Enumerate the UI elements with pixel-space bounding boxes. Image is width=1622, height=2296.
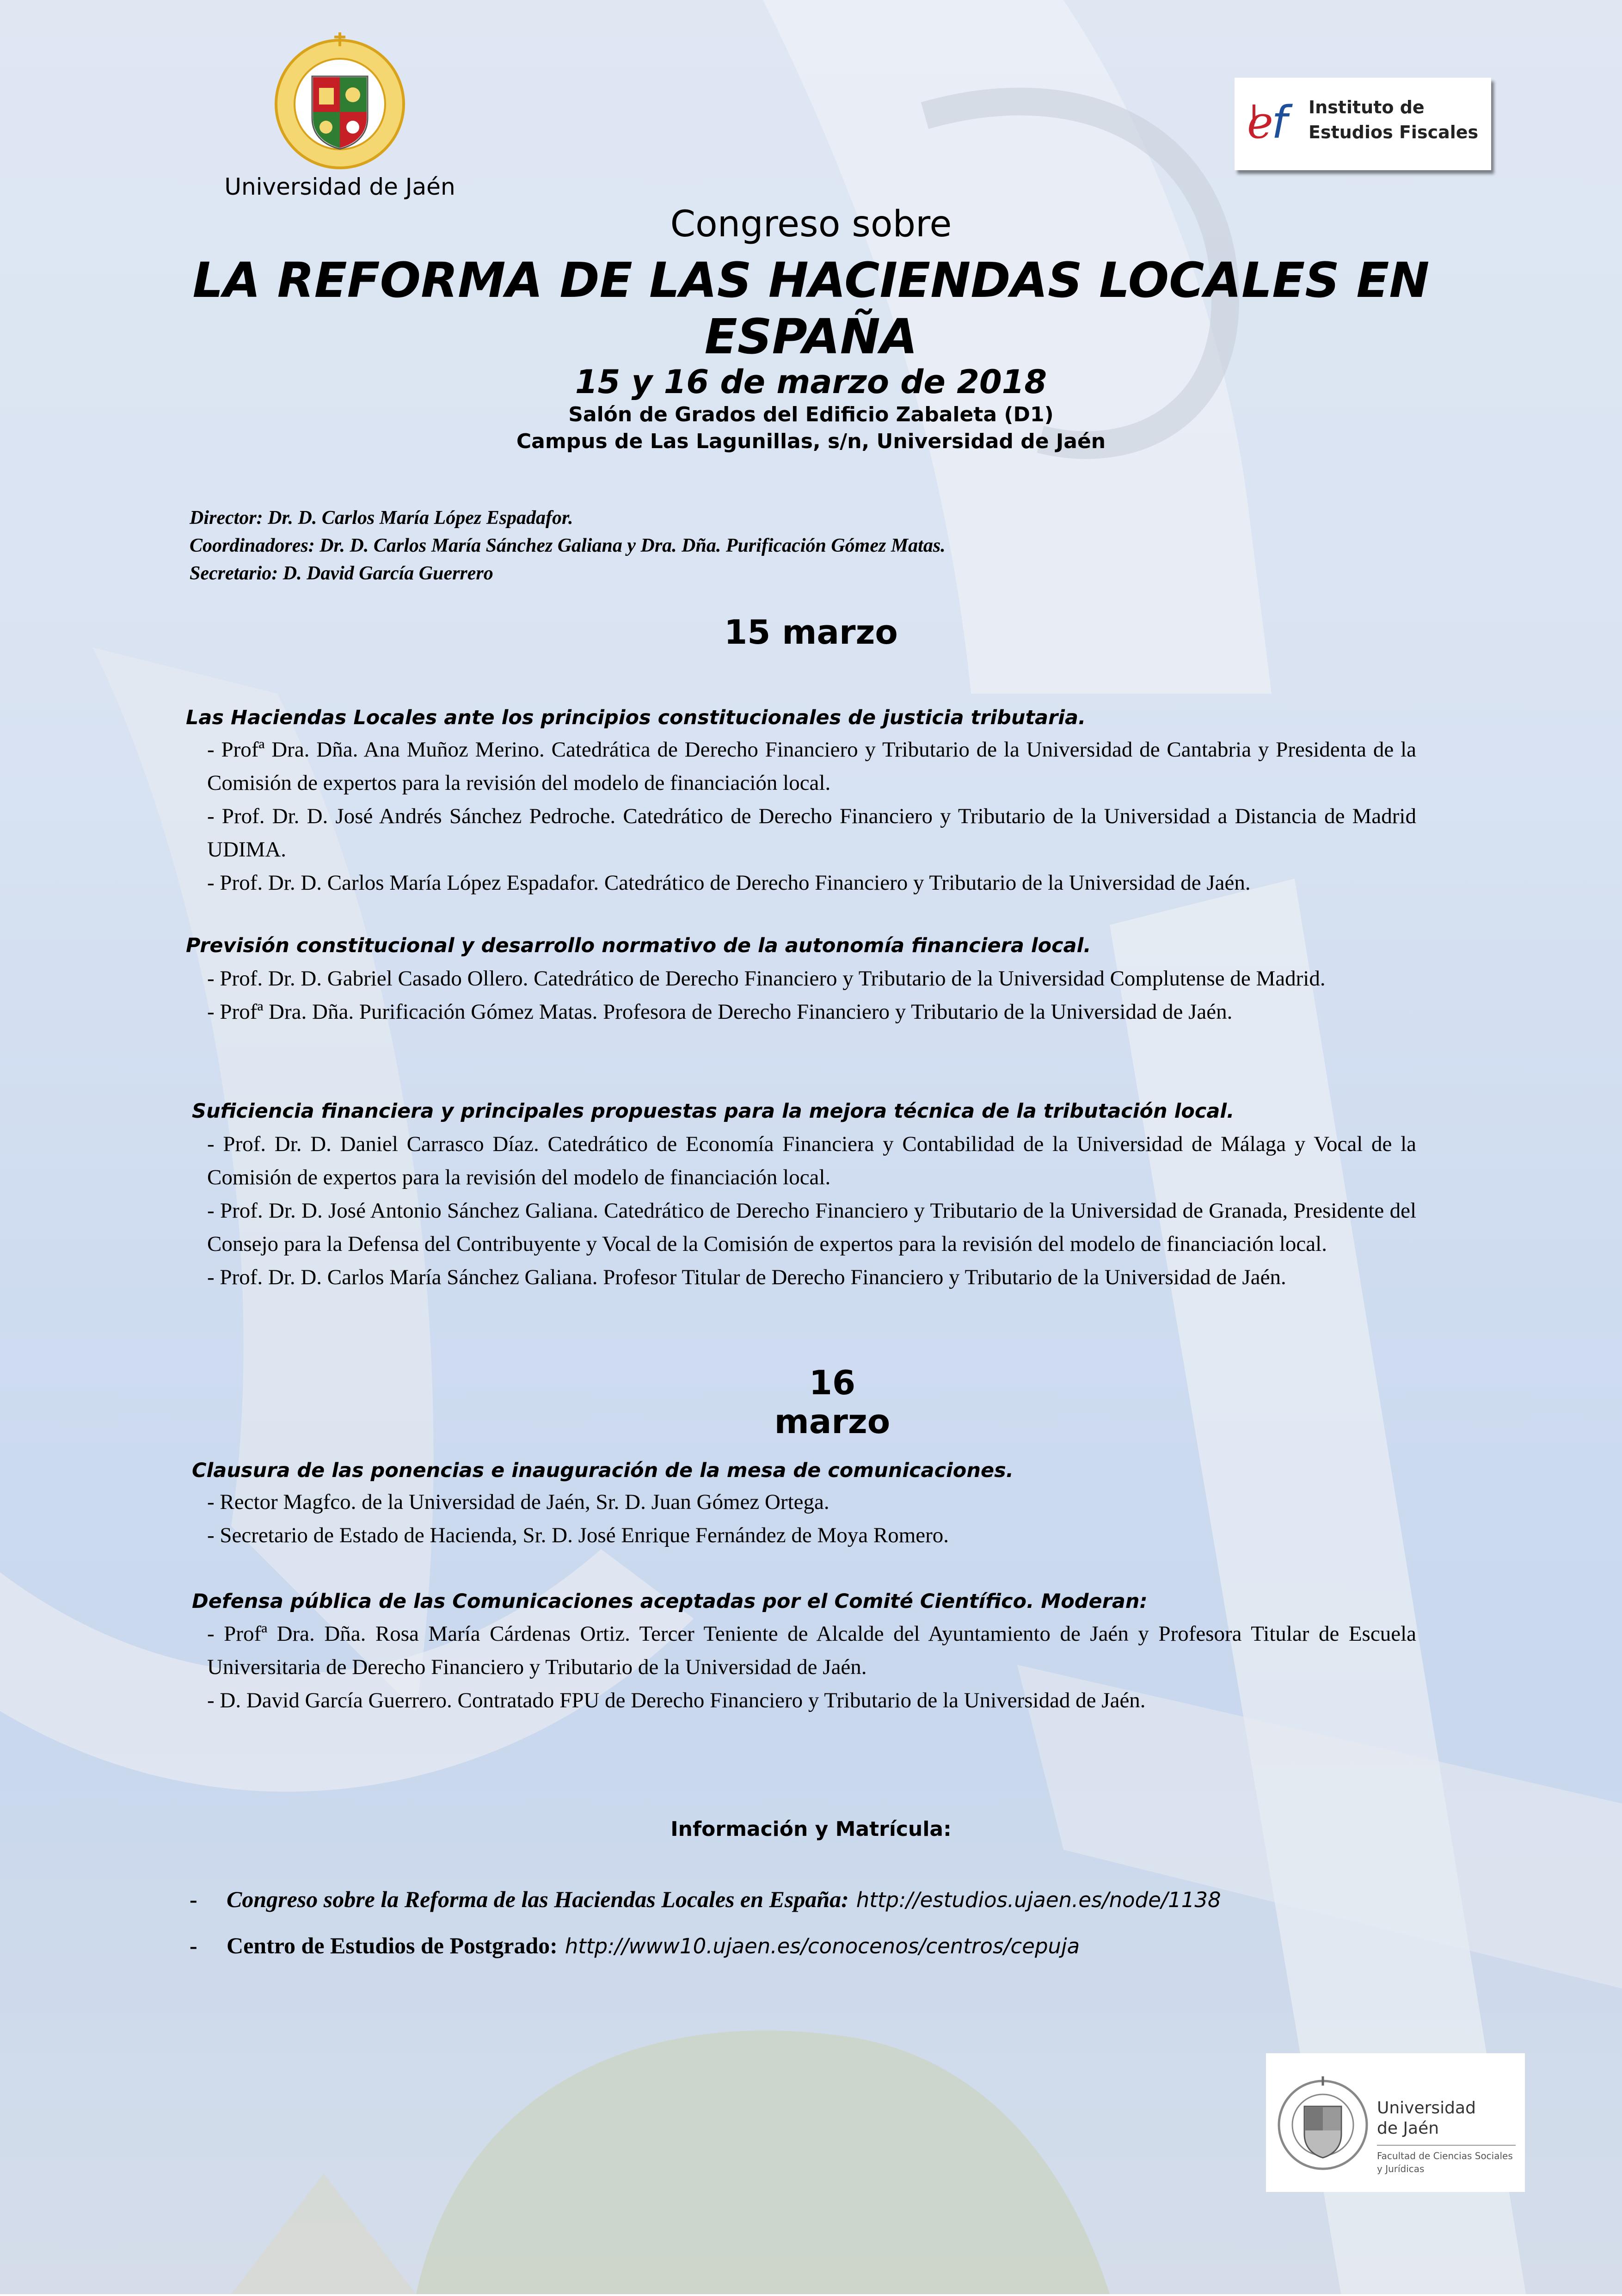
venue-line-2: Campus de Las Lagunillas, s/n, Universidad de Jaén (516, 430, 1106, 453)
faculty-name2: de Jaén (1377, 2119, 1439, 2138)
day2-section2-heading: Defensa pública de las Comunicaciones aceptadas por el Comité Científico. Moderan: (192, 1590, 1148, 1613)
svg-text:e: e (1247, 97, 1273, 148)
speaker-item: - Profª Dra. Dña. Purificación Gómez Matas. Profesora de Derecho Financiero y Tributario de la Universidad de Jaén. (207, 1000, 1233, 1024)
congress-date: 15 y 16 de marzo de 2018 (575, 363, 1047, 401)
speaker-item: - Prof. Dr. D. Daniel Carrasco Díaz. Catedrático de Economía Financiera y Contabilidad de la Universidad de Málaga y Vocal de la Comisión de expertos para la revisión del modelo de financiación local. (207, 1132, 1416, 1189)
coordinators: Coordinadores: Dr. D. Carlos María Sánchez Galiana y Dra. Dña. Purificación Gómez Matas. (190, 535, 946, 556)
speaker-item: - Prof. Dr. D. Carlos María Sánchez Galiana. Profesor Titular de Derecho Financiero y Tributario de la Universidad de Jaén. (207, 1265, 1286, 1289)
day1-section1-heading: Las Haciendas Locales ante los principios constitucionales de justicia tributaria. (186, 706, 1086, 729)
info-link-postgrado (190, 1932, 1080, 1959)
secretary: Secretario: D. David García Guerrero (190, 563, 493, 584)
uja-seal-icon (270, 28, 409, 171)
day1-heading: 15 marzo (724, 613, 898, 652)
ief-line2: Estudios Fiscales (1309, 122, 1479, 142)
day1-section3-body (207, 1127, 1416, 1294)
day1-section2-body (207, 962, 1416, 1028)
bullet-dash: - (190, 1933, 197, 1958)
faculty-name1: Universidad (1377, 2099, 1476, 2117)
day2-section2-body (207, 1617, 1416, 1717)
postgrado-url-link[interactable]: http://www10.ujaen.es/conocenos/centros/cepuja (565, 1934, 1080, 1958)
ief-mark-icon (1245, 95, 1305, 151)
speaker-item: - Prof. Dr. D. Gabriel Casado Ollero. Catedrático de Derecho Financiero y Tributario de la Universidad Complutense de Madrid. (207, 966, 1326, 991)
info-link-congress (190, 1886, 1221, 1913)
link-label: Centro de Estudios de Postgrado: (227, 1933, 558, 1958)
speaker-item: - Secretario de Estado de Hacienda, Sr. D. José Enrique Fernández de Moya Romero. (207, 1523, 949, 1547)
faculty-sub1: Facultad de Ciencias Sociales (1377, 2150, 1513, 2161)
day1-section2-heading: Previsión constitucional y desarrollo normativo de la autonomía financiera local. (186, 934, 1091, 957)
venue-line-1: Salón de Grados del Edificio Zabaleta (D1) (568, 403, 1054, 426)
congress-subtitle: Congreso sobre (670, 203, 952, 245)
faculty-logo (1266, 2053, 1525, 2192)
ief-logo (1235, 78, 1491, 170)
uja-logo (270, 28, 409, 171)
ief-line1: Instituto de (1309, 97, 1425, 117)
faculty-seal-icon (1274, 2076, 1371, 2173)
svg-text:f: f (1272, 97, 1287, 148)
organizers (190, 504, 946, 587)
speaker-item: - Prof. Dr. D. José Antonio Sánchez Galiana. Catedrático de Derecho Financiero y Tributario de la Universidad de Granada, Presidente del Consejo para la Defensa del Contribuyente y Vocal de la Comisión de expertos para la revisión del modelo de financiación local. (207, 1199, 1416, 1256)
speaker-item: - Prof. Dr. D. Carlos María López Espadafor. Catedrático de Derecho Financiero y Tributario de la Universidad de Jaén. (207, 871, 1251, 895)
info-heading: Información y Matrícula: (670, 1817, 952, 1841)
faculty-divider (1377, 2145, 1516, 2146)
faculty-sub2: y Jurídicas (1377, 2163, 1425, 2174)
speaker-item: - Rector Magfco. de la Universidad de Jaén, Sr. D. Juan Gómez Ortega. (207, 1490, 829, 1514)
congress-venue (0, 401, 1622, 455)
congress-url-link[interactable]: http://estudios.ujaen.es/node/1138 (856, 1888, 1221, 1912)
link-label: Congreso sobre la Reforma de las Haciendas Locales en España: (227, 1886, 849, 1912)
director: Director: Dr. D. Carlos María López Espadafor. (190, 507, 573, 529)
day2-heading: 16 marzo (774, 1363, 891, 1441)
congress-title: LA REFORMA DE LAS HACIENDAS LOCALES EN ESPAÑA (192, 252, 1430, 365)
speaker-item: - Profª Dra. Dña. Ana Muñoz Merino. Catedrática de Derecho Financiero y Tributario de la Universidad de Cantabria y Presidenta de la Comisión de expertos para la revisión del modelo de financiación local. (207, 738, 1416, 795)
speaker-item: - Profª Dra. Dña. Rosa María Cárdenas Ortiz. Tercer Teniente de Alcalde del Ayuntamiento de Jaén y Profesora Titular de Escuela Universitaria de Derecho Financiero y Tributario de la Universidad de Jaén. (207, 1622, 1416, 1679)
speaker-item: - D. David García Guerrero. Contratado FPU de Derecho Financiero y Tributario de la Universidad de Jaén. (207, 1688, 1146, 1712)
speaker-item: - Prof. Dr. D. José Andrés Sánchez Pedroche. Catedrático de Derecho Financiero y Tributario de la Universidad a Distancia de Madrid UDIMA. (207, 804, 1416, 862)
uja-name: Universidad de Jaén (224, 173, 455, 200)
day2-section1-heading: Clausura de las ponencias e inauguración de la mesa de comunicaciones. (192, 1459, 1014, 1482)
bullet-dash: - (190, 1886, 197, 1912)
day1-section1-body (207, 733, 1416, 899)
day1-section3-heading: Suficiencia financiera y principales propuestas para la mejora técnica de la tributación local. (192, 1100, 1235, 1123)
day2-section1-body (207, 1485, 1416, 1552)
